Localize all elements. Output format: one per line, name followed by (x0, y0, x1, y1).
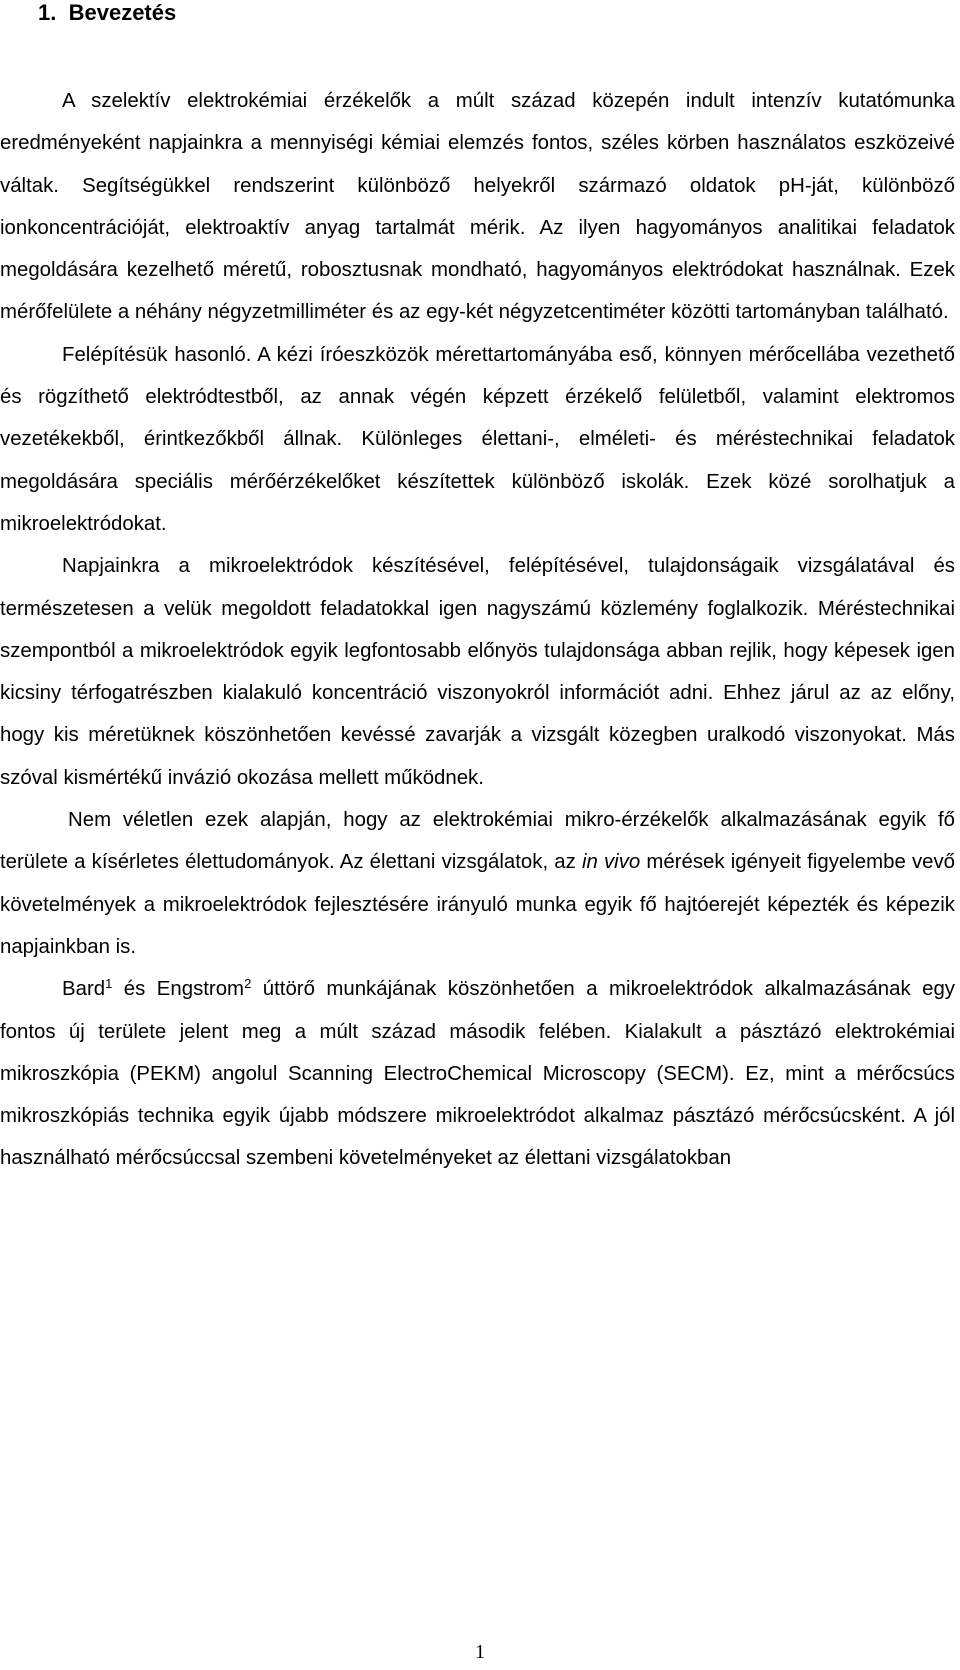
paragraph-life-sciences (0, 799, 955, 968)
section-heading (38, 0, 176, 26)
paragraph-life-sciences-before: Nem véletlen ezek alapján, hogy az elektrokémiai mikro-érzékelők alkalmazásának egyik fő területe a kísérletes élettudományok. Az élettani vizsgálatok, az (0, 809, 955, 874)
author-bard: Bard (62, 978, 106, 1001)
author-engstrom: és Engstrom (112, 978, 245, 1001)
in-vivo-emphasis: in vivo (581, 851, 641, 874)
body-text (0, 80, 955, 1180)
page-number: 1 (475, 1641, 485, 1663)
paragraph-life-sciences-after: mérések igényeit figyelembe vevő követelmények a mikroelektródok fejlesztésére irányuló munka egyik fő hajtóerejét képezték és képezik napjainkban is. (0, 851, 956, 958)
paragraph-secm (0, 968, 955, 1179)
reference-2: 2 (244, 976, 252, 992)
section-title: Bevezetés (68, 0, 177, 25)
paragraph-advantages: Napjainkra a mikroelektródok készítésével, felépítésével, tulajdonságaik vizsgálatával és természetesen a velük megoldott feladatokkal igen nagyszámú közlemény foglalkozik. Méréstechnikai szempontból a mikroelektródok egyik legfontosabb előnyös tulajdonsága abban rejlik, hogy képesek igen kicsiny térfogatrészben kialakuló koncentráció viszonyokról információt adni. Ehhez járul az az előny, hogy kis méretüknek köszönhetően kevéssé zavarják a vizsgált közegben uralkodó viszonyokat. Más szóval kismértékű invázió okozása mellett működnek. (0, 555, 955, 789)
reference-1: 1 (105, 976, 113, 992)
paragraph-intro: A szelektív elektrokémiai érzékelők a múlt század közepén indult intenzív kutatómunka eredményeként napjainkra a mennyiségi kémiai elemzés fontos, széles körben használatos eszközeivé váltak. Segítségükkel rendszerint különböző helyekről származó oldatok pH-ját, különböző ionkoncentrációját, elektroaktív anyag tartalmát mérik. Az ilyen hagyományos analitikai feladatok megoldására kezelhető méretű, robosztusnak mondható, hagyományos elektródokat használnak. Ezek mérőfelülete a néhány négyzetmilliméter és az egy-két négyzetcentiméter közötti tartományban található. (0, 90, 955, 324)
paragraph-structure: Felépítésük hasonló. A kézi íróeszközök mérettartományába eső, könnyen mérőcellába vezethető és rögzíthető elektródtestből, az annak végén képzett érzékelő felületből, valamint elektromos vezetékekből, érintkezőkből állnak. Különleges élettani-, elméleti- és méréstechnikai feladatok megoldására speciális mérőérzékelőket készítettek különböző iskolák. Ezek közé sorolhatjuk a mikroelektródokat. (0, 343, 955, 535)
section-number: 1. (38, 0, 57, 25)
paragraph-secm-rest: úttörő munkájának köszönhetően a mikroelektródok alkalmazásának egy fontos új területe jelent meg a múlt század második felében. Kialakult a pásztázó elektrokémiai mikroszkópia (PEKM) angolul Scanning ElectroChemical Microscopy (SECM). Ez, mint a mérőcsúcs mikroszkópiás technika egyik újabb módszere mikroelektródot alkalmaz pásztázó mérőcsúcsként. A jól használható mérőcsúccsal szembeni követelményeket az élettani vizsgálatokban (0, 978, 955, 1170)
